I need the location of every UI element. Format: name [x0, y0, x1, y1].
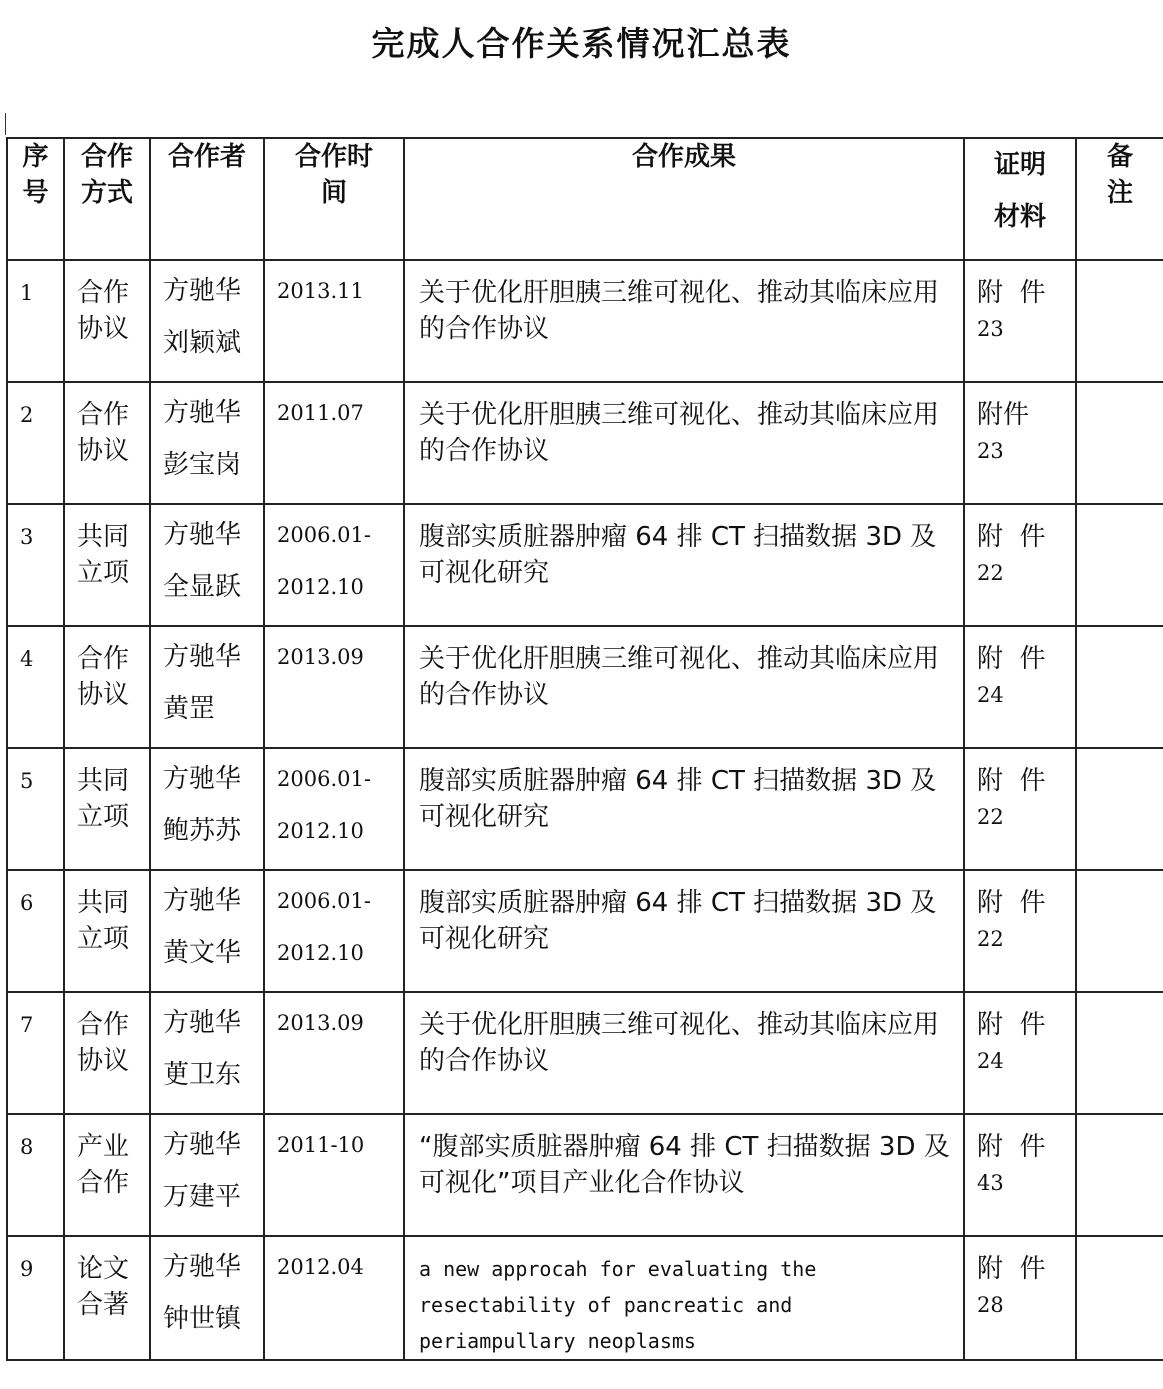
- attachment-label: 附 件: [977, 522, 1046, 552]
- partner-secondary: 钟世镇: [163, 1304, 242, 1334]
- row-method: 共同立项: [77, 522, 130, 588]
- row-index: 8: [20, 1135, 34, 1159]
- partner-secondary: 全显跃: [163, 572, 242, 602]
- cell-remark: [1076, 504, 1163, 626]
- attachment-label: 附 件: [977, 888, 1046, 918]
- row-index: 9: [20, 1257, 34, 1281]
- cell-time: [264, 1114, 404, 1236]
- cell-index: [7, 748, 64, 870]
- table-row: [7, 260, 1163, 382]
- partner-secondary: 黄罡: [163, 694, 216, 724]
- cell-method: [64, 870, 150, 992]
- row-result: 关于优化肝胆胰三维可视化、推动其临床应用的合作协议: [419, 1010, 940, 1076]
- cell-partner: [150, 748, 264, 870]
- header-partner: 合作者: [150, 138, 264, 260]
- attachment-number: 24: [977, 683, 1004, 707]
- row-result: 关于优化肝胆胰三维可视化、推动其临床应用的合作协议: [419, 400, 940, 466]
- cell-partner: [150, 260, 264, 382]
- time-start: 2012.04: [277, 1255, 364, 1279]
- cell-evidence: [964, 626, 1076, 748]
- row-method: 合作协议: [77, 400, 130, 466]
- row-result: 腹部实质脏器肿瘤 64 排 CT 扫描数据 3D 及可视化研究: [419, 888, 937, 954]
- header-evidence: 证明材料: [964, 138, 1076, 260]
- table-row: [7, 382, 1163, 504]
- header-time: 合作时间: [264, 138, 404, 260]
- cell-evidence: [964, 992, 1076, 1114]
- cell-time: [264, 992, 404, 1114]
- row-remark: [1077, 871, 1163, 885]
- cell-remark: [1076, 260, 1163, 382]
- cell-partner: [150, 1236, 264, 1360]
- cell-evidence: [964, 1114, 1076, 1236]
- summary-table: [6, 137, 1163, 1361]
- cell-remark: [1076, 382, 1163, 504]
- time-start: 2011-10: [277, 1133, 365, 1157]
- attachment-number: 43: [977, 1171, 1004, 1195]
- page-title: 完成人合作关系情况汇总表: [371, 24, 792, 63]
- cell-remark: [1076, 992, 1163, 1114]
- cell-partner: [150, 1114, 264, 1236]
- header-row: [7, 138, 1163, 260]
- partner-secondary: 刘颖斌: [163, 328, 242, 358]
- table-row: [7, 870, 1163, 992]
- row-remark: [1077, 383, 1163, 397]
- cell-time: [264, 626, 404, 748]
- header-remark: 备注: [1076, 138, 1163, 260]
- cell-method: [64, 382, 150, 504]
- row-method: 论文合著: [77, 1254, 130, 1320]
- cell-method: [64, 748, 150, 870]
- row-method: 合作协议: [77, 1010, 130, 1076]
- row-method: 产业合作: [77, 1132, 130, 1198]
- row-remark: [1077, 1237, 1163, 1251]
- time-end: 2012.10: [277, 575, 364, 599]
- partner-primary: 方驰华: [163, 398, 242, 428]
- time-start: 2006.01-: [277, 889, 371, 913]
- attachment-label: 附 件: [977, 1010, 1046, 1040]
- attachment-label: 附 件: [977, 1254, 1046, 1284]
- table-row: [7, 748, 1163, 870]
- attachment-number: 22: [977, 927, 1004, 951]
- cell-time: [264, 1236, 404, 1360]
- time-end: 2012.10: [277, 941, 364, 965]
- cell-time: [264, 870, 404, 992]
- row-remark: [1077, 505, 1163, 519]
- table-row: [7, 626, 1163, 748]
- text-cursor: [5, 113, 6, 135]
- row-result: 关于优化肝胆胰三维可视化、推动其临床应用的合作协议: [419, 278, 940, 344]
- cell-remark: [1076, 870, 1163, 992]
- row-index: 1: [20, 281, 34, 305]
- cell-remark: [1076, 1236, 1163, 1360]
- partner-secondary: 万建平: [163, 1182, 242, 1212]
- time-start: 2013.09: [277, 645, 364, 669]
- row-remark: [1077, 627, 1163, 641]
- row-index: 7: [20, 1013, 34, 1037]
- cell-index: [7, 870, 64, 992]
- partner-primary: 方驰华: [163, 1252, 242, 1282]
- cell-index: [7, 260, 64, 382]
- cell-partner: [150, 626, 264, 748]
- header-index: 序号: [7, 138, 64, 260]
- cell-evidence: [964, 870, 1076, 992]
- row-remark: [1077, 749, 1163, 763]
- row-method: 共同立项: [77, 888, 130, 954]
- attachment-label: 附 件: [977, 1132, 1046, 1162]
- time-start: 2006.01-: [277, 767, 371, 791]
- partner-primary: 方驰华: [163, 642, 242, 672]
- cell-partner: [150, 504, 264, 626]
- time-start: 2006.01-: [277, 523, 371, 547]
- partner-secondary: 茰卫东: [163, 1060, 242, 1090]
- attachment-number: 22: [977, 805, 1004, 829]
- cell-result: [404, 1114, 964, 1236]
- table-row: [7, 504, 1163, 626]
- cell-index: [7, 1236, 64, 1360]
- row-method: 合作协议: [77, 644, 130, 710]
- attachment-label: 附 件: [977, 766, 1046, 796]
- row-index: 5: [20, 769, 34, 793]
- cell-result: [404, 992, 964, 1114]
- partner-primary: 方驰华: [163, 520, 242, 550]
- cell-remark: [1076, 748, 1163, 870]
- cell-remark: [1076, 1114, 1163, 1236]
- row-index: 3: [20, 525, 34, 549]
- cell-method: [64, 1236, 150, 1360]
- cell-partner: [150, 870, 264, 992]
- row-result: “腹部实质脏器肿瘤 64 排 CT 扫描数据 3D 及可视化”项目产业化合作协议: [419, 1132, 950, 1198]
- cell-index: [7, 626, 64, 748]
- cell-index: [7, 992, 64, 1114]
- attachment-label: 附 件: [977, 644, 1046, 674]
- cell-method: [64, 1114, 150, 1236]
- attachment-label: 附件: [977, 400, 1030, 430]
- time-end: 2012.10: [277, 819, 364, 843]
- cell-method: [64, 992, 150, 1114]
- row-result: 腹部实质脏器肿瘤 64 排 CT 扫描数据 3D 及可视化研究: [419, 766, 937, 832]
- partner-primary: 方驰华: [163, 1130, 242, 1160]
- partner-secondary: 鲍苏苏: [163, 816, 242, 846]
- partner-primary: 方驰华: [163, 886, 242, 916]
- table-row: [7, 1114, 1163, 1236]
- row-remark: [1077, 1115, 1163, 1129]
- partner-secondary: 彭宝岗: [163, 450, 242, 480]
- cell-time: [264, 260, 404, 382]
- cell-evidence: [964, 504, 1076, 626]
- row-method: 共同立项: [77, 766, 130, 832]
- cell-result: [404, 260, 964, 382]
- cell-evidence: [964, 748, 1076, 870]
- cell-result: [404, 626, 964, 748]
- row-result: a new approcah for evaluating the resectability of pancreatic and periampullary neoplasms: [419, 1257, 817, 1353]
- cell-partner: [150, 992, 264, 1114]
- partner-primary: 方驰华: [163, 764, 242, 794]
- partner-primary: 方驰华: [163, 276, 242, 306]
- cell-method: [64, 260, 150, 382]
- row-index: 2: [20, 403, 34, 427]
- cell-method: [64, 626, 150, 748]
- attachment-number: 28: [977, 1293, 1004, 1317]
- cell-result: [404, 382, 964, 504]
- cell-time: [264, 504, 404, 626]
- cell-index: [7, 1114, 64, 1236]
- cell-index: [7, 504, 64, 626]
- cell-time: [264, 748, 404, 870]
- cell-evidence: [964, 382, 1076, 504]
- table-row: [7, 1236, 1163, 1360]
- time-start: 2013.11: [277, 279, 364, 303]
- cell-time: [264, 382, 404, 504]
- cell-remark: [1076, 626, 1163, 748]
- header-result: 合作成果: [404, 138, 964, 260]
- cell-result: [404, 504, 964, 626]
- row-index: 4: [20, 647, 34, 671]
- row-method: 合作协议: [77, 278, 130, 344]
- attachment-number: 22: [977, 561, 1004, 585]
- attachment-number: 24: [977, 1049, 1004, 1073]
- row-result: 腹部实质脏器肿瘤 64 排 CT 扫描数据 3D 及可视化研究: [419, 522, 937, 588]
- row-index: 6: [20, 891, 34, 915]
- partner-secondary: 黄文华: [163, 938, 242, 968]
- time-start: 2011.07: [277, 401, 364, 425]
- cell-result: [404, 870, 964, 992]
- cell-result: [404, 748, 964, 870]
- cell-index: [7, 382, 64, 504]
- cell-evidence: [964, 260, 1076, 382]
- attachment-number: 23: [977, 317, 1004, 341]
- cell-method: [64, 504, 150, 626]
- cell-evidence: [964, 1236, 1076, 1360]
- partner-primary: 方驰华: [163, 1008, 242, 1038]
- header-method: 合作方式: [64, 138, 150, 260]
- table-row: [7, 992, 1163, 1114]
- cell-partner: [150, 382, 264, 504]
- cell-result: [404, 1236, 964, 1360]
- row-remark: [1077, 993, 1163, 1007]
- row-remark: [1077, 261, 1163, 275]
- time-start: 2013.09: [277, 1011, 364, 1035]
- attachment-label: 附 件: [977, 278, 1046, 308]
- attachment-number: 23: [977, 439, 1004, 463]
- row-result: 关于优化肝胆胰三维可视化、推动其临床应用的合作协议: [419, 644, 940, 710]
